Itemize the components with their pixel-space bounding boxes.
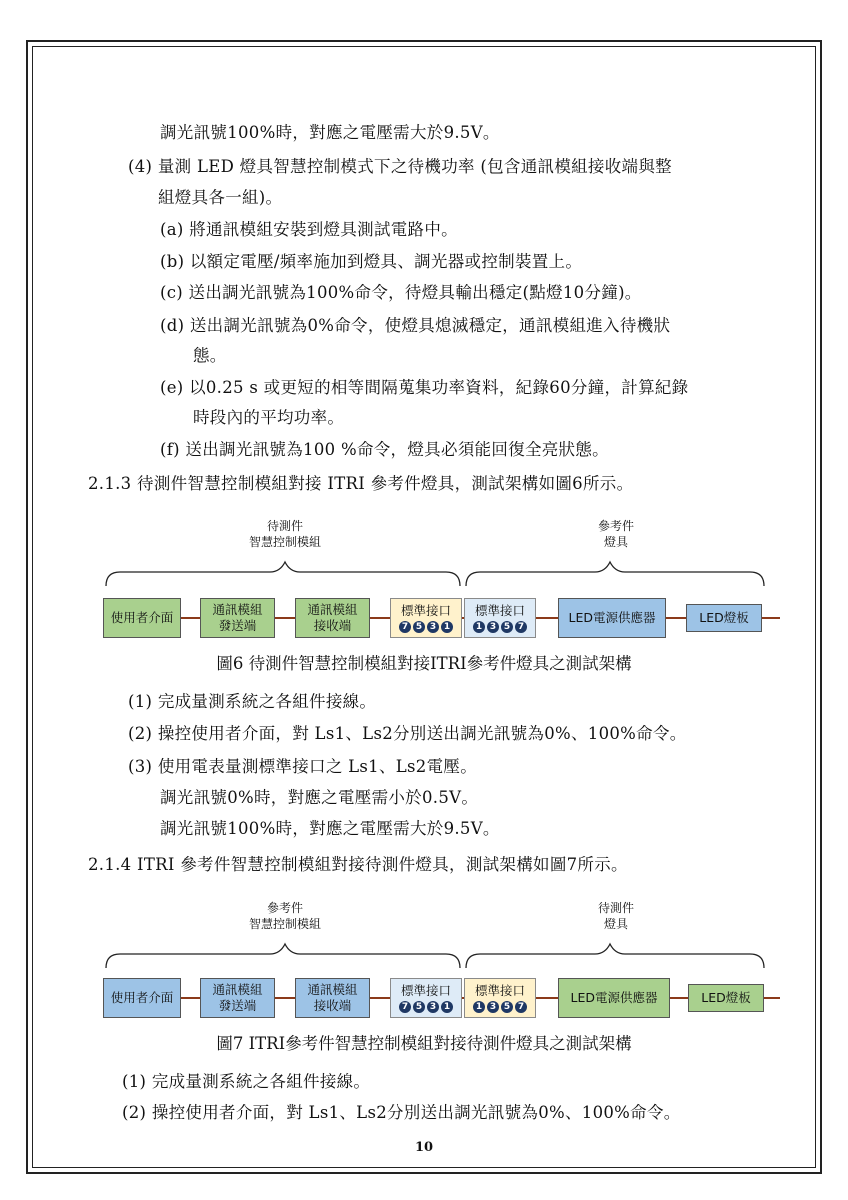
pin: 3 xyxy=(487,621,499,633)
pin: 1 xyxy=(441,621,453,633)
led-panel-box: LED燈板 xyxy=(686,604,762,632)
standard-port-b-box: 標準接口 1 3 5 7 xyxy=(464,598,536,638)
pin: 3 xyxy=(487,1001,499,1013)
text-line: (e) 以0.25 s 或更短的相等間隔蒐集功率資料，紀錄60分鐘，計算紀錄 xyxy=(160,378,689,397)
text-line: 調光訊號100%時，對應之電壓需大於9.5V。 xyxy=(160,819,500,838)
standard-port-a-box: 標準接口 7 5 3 1 xyxy=(390,598,462,638)
pin: 3 xyxy=(427,1001,439,1013)
pin: 7 xyxy=(515,1001,527,1013)
figure-7-diagram xyxy=(0,900,848,1030)
figure-6-caption: 圖6 待測件智慧控制模組對接ITRI參考件燈具之測試架構 xyxy=(216,654,632,673)
page-number: 10 xyxy=(414,1140,434,1155)
text-line: (2) 操控使用者介面，對 Ls1、Ls2分別送出調光訊號為0%、100%命令。 xyxy=(128,724,687,743)
group-label-left: 待測件 智慧控制模組 xyxy=(248,519,321,549)
text-line: 組燈具各一組)。 xyxy=(158,188,283,207)
text-line: (1) 完成量測系統之各組件接線。 xyxy=(122,1072,371,1091)
pin-row xyxy=(399,621,453,633)
pin: 7 xyxy=(399,621,411,633)
comm-module-rx-box: 通訊模組 接收端 xyxy=(295,978,370,1018)
pin: 7 xyxy=(399,1001,411,1013)
group-braces xyxy=(100,558,770,588)
text-line: (b) 以額定電壓/頻率施加到燈具、調光器或控制裝置上。 xyxy=(160,252,583,271)
led-power-supply-box: LED電源供應器 xyxy=(558,598,666,638)
pin-row xyxy=(473,1001,527,1013)
pin: 5 xyxy=(501,621,513,633)
text-line: 調光訊號0%時，對應之電壓需小於0.5V。 xyxy=(160,788,479,807)
text-line: (c) 送出調光訊號為100%命令，待燈具輸出穩定(點燈10分鐘)。 xyxy=(160,283,642,302)
figure-7-caption: 圖7 ITRI參考件智慧控制模組對接待測件燈具之測試架構 xyxy=(216,1034,632,1053)
text-line: (a) 將通訊模組安裝到燈具測試電路中。 xyxy=(160,220,458,239)
pin: 5 xyxy=(413,1001,425,1013)
pin: 1 xyxy=(441,1001,453,1013)
text-line: (d) 送出調光訊號為0%命令，使燈具熄滅穩定，通訊模組進入待機狀 xyxy=(160,316,671,335)
text-line: (4) 量測 LED 燈具智慧控制模式下之待機功率 (包含通訊模組接收端與整 xyxy=(128,157,672,176)
section-heading: 2.1.4 ITRI 參考件智慧控制模組對接待測件燈具，測試架構如圖7所示。 xyxy=(88,855,628,874)
user-interface-box: 使用者介面 xyxy=(103,978,181,1018)
text-line: 調光訊號100%時，對應之電壓需大於9.5V。 xyxy=(160,123,500,142)
figure-6-diagram xyxy=(0,518,848,648)
standard-port-b-box: 標準接口 1 3 5 7 xyxy=(464,978,536,1018)
text-line: 時段內的平均功率。 xyxy=(193,408,345,427)
comm-module-tx-box: 通訊模組 發送端 xyxy=(200,978,275,1018)
text-line: (1) 完成量測系統之各組件接線。 xyxy=(128,692,377,711)
comm-module-tx-box: 通訊模組 發送端 xyxy=(200,598,275,638)
pin-row xyxy=(399,1001,453,1013)
pin-row xyxy=(473,621,527,633)
text-line: (f) 送出調光訊號為100 %命令，燈具必須能回復全亮狀態。 xyxy=(160,440,609,459)
group-label-right: 待測件 燈具 xyxy=(597,901,634,931)
pin: 7 xyxy=(515,621,527,633)
group-braces xyxy=(100,940,770,970)
pin: 3 xyxy=(427,621,439,633)
pin: 1 xyxy=(473,1001,485,1013)
group-label-right: 參考件 燈具 xyxy=(597,519,634,549)
group-label-left: 參考件 智慧控制模組 xyxy=(248,901,321,931)
standard-port-a-box: 標準接口 7 5 3 1 xyxy=(390,978,462,1018)
led-panel-box: LED燈板 xyxy=(688,984,764,1012)
text-line: (3) 使用電表量測標準接口之 Ls1、Ls2電壓。 xyxy=(128,757,478,776)
text-line: (2) 操控使用者介面，對 Ls1、Ls2分別送出調光訊號為0%、100%命令。 xyxy=(122,1103,681,1122)
comm-module-rx-box: 通訊模組 接收端 xyxy=(295,598,370,638)
led-power-supply-box: LED電源供應器 xyxy=(558,978,670,1018)
pin: 5 xyxy=(501,1001,513,1013)
pin: 5 xyxy=(413,621,425,633)
pin: 1 xyxy=(473,621,485,633)
user-interface-box: 使用者介面 xyxy=(103,598,181,638)
text-line: 態。 xyxy=(193,346,227,365)
section-heading: 2.1.3 待測件智慧控制模組對接 ITRI 參考件燈具，測試架構如圖6所示。 xyxy=(88,474,634,493)
